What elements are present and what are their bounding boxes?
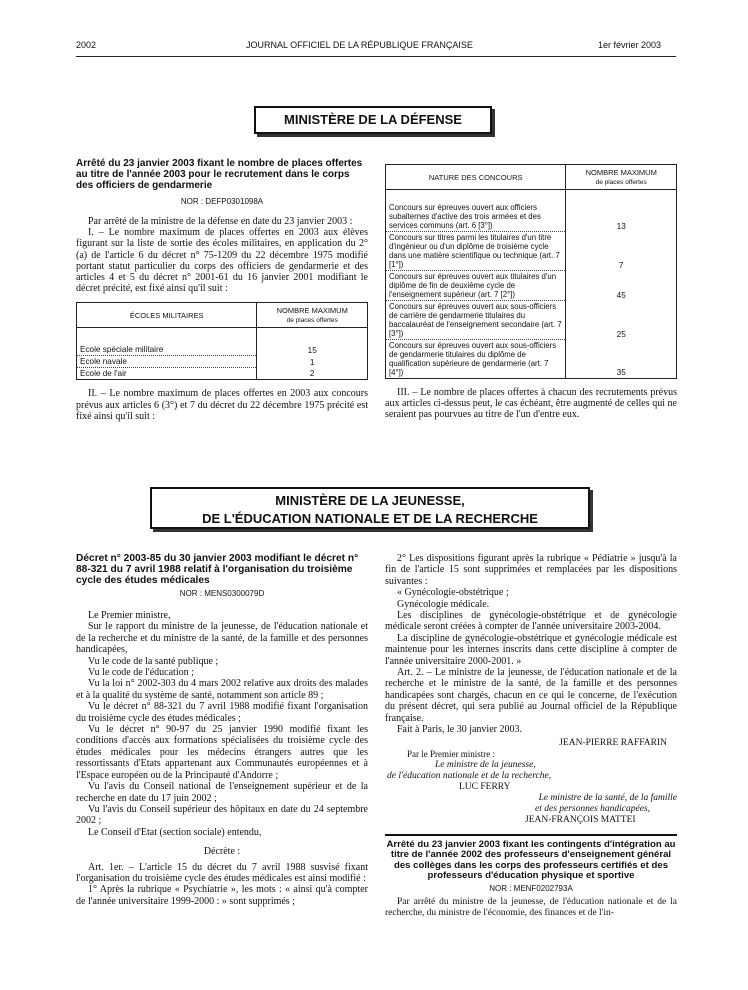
arrete1-p2: I. – Le nombre maximum de places offertes en 2003 aux élèves figurant sur la liste de sortie des écoles militaires, en application du 2° (a) de l'article 6 du décret n° 75-1209 du 22 décembre 1975 modifié portant statut particulier du corps des officiers de gendarmerie et des articles 4 et 5 du décret n° 2001-61 du 16 janvier 2001 modifiant le décret précité, est fixé ainsi qu'il suit : bbox=[76, 227, 368, 295]
arrete1-p4: III. – Le nombre de places offertes à chacun des recrutements prévus aux articles ci-dessus peut, le cas échéant, être augmenté de celles qui ne seraient pas pourvues au titre de l'un d'entre eux. bbox=[385, 387, 677, 421]
decret-right-column bbox=[385, 553, 677, 919]
table-row: Ecole de l'air 2 bbox=[77, 368, 368, 380]
page-number: 2002 bbox=[76, 40, 97, 50]
places-col-header: NOMBRE MAXIMUM de places offertes bbox=[257, 303, 368, 328]
signature-minister-education: LUC FERRY bbox=[459, 781, 511, 792]
arrete1-title: Arrêté du 23 janvier 2003 fixant le nombre de places offertes au titre de l'année 2003 pour le recrutement dans le corps des officiers de gendarmerie bbox=[76, 158, 363, 191]
signature-prime-minister: JEAN-PIERRE RAFFARIN bbox=[559, 737, 667, 748]
decret-line: Vu l'avis du Conseil supérieur des hôpitaux en date du 24 septembre 2002 ; bbox=[76, 803, 368, 827]
decret-line: Vu l'avis du Conseil national de l'enseignement supérieur et de la recherche en date du 17 juin 2002 ; bbox=[76, 781, 368, 804]
decret-line: 2° Les dispositions figurant après la rubrique « Pédiatrie » jusqu'à la fin de l'article 15 sont supprimées et remplacées par les dispositions suivantes : bbox=[385, 553, 677, 587]
decret-line: Sur le rapport du ministre de la jeunesse, de l'éducation nationale et de la recherche et du ministre de la santé, de la famille et des personnes handicapées, bbox=[76, 621, 368, 656]
table-row: Ecole spéciale militaire 15 bbox=[77, 344, 368, 356]
decret-line: « Gynécologie-obstétrique ; bbox=[397, 587, 509, 599]
table-row: Concours sur titres parmi les titulaires d'un titre d'ingénieur ou d'un diplôme de troisième cycle dans une matière scientifique ou technique (art. 7 [1°]) 7 bbox=[386, 232, 677, 271]
decret-signed-place-date: Fait à Paris, le 30 janvier 2003. bbox=[397, 724, 522, 736]
arrete2-nor: NOR : MENF0202793A bbox=[489, 883, 573, 893]
decret-line: La discipline de gynécologie-obstétrique et gynécologie médicale est maintenue pour les internes inscrits dans cette discipline à compter de l'année universitaire 2000-2001. » bbox=[385, 632, 677, 667]
decret-art2: Art. 2. – Le ministre de la jeunesse, de l'éducation nationale et de la recherche et le ministre de la santé, de la famille et des personnes handicapées sont chargés, chacun en ce qui le concerne, de l'exécution du présent décret, qui sera publié au Journal officiel de la République française. bbox=[385, 667, 677, 724]
decret-line: Le Conseil d'Etat (section sociale) entendu, bbox=[88, 826, 262, 838]
decret-nor: NOR : MENS0300079D bbox=[179, 589, 265, 598]
decret-line: Vu le code de la santé publique ; bbox=[88, 655, 219, 667]
signature-role: Le ministre de la jeunesse, bbox=[435, 759, 536, 770]
arrete1-p3: II. – Le nombre maximum de places offertes en 2003 aux concours prévus aux articles 6 (3°) et 7 du décret du 22 décembre 1975 précité est fixé ainsi qu'il suit : bbox=[76, 388, 368, 422]
table-row: Concours sur épreuves ouvert aux titulaires d'un diplôme de fin de deuxième cycle de l'enseignement supérieur (art. 7 [2°]) 45 bbox=[386, 271, 677, 301]
decret-line: Vu le décret n° 88-321 du 7 avril 1988 modifié fixant l'organisation du troisième cycle des études médicales ; bbox=[76, 701, 368, 724]
decret-line: Le Premier ministre, bbox=[88, 610, 171, 621]
decret-left-column bbox=[76, 553, 368, 907]
signature-role: de l'éducation nationale et de la recherche, bbox=[387, 770, 552, 781]
table-row: Concours sur épreuves ouvert aux officiers subalternes d'active des trois armées et des services communs (art. 6 [3°]) 13 bbox=[386, 202, 677, 232]
journal-title: JOURNAL OFFICIEL DE LA RÉPUBLIQUE FRANÇAISE bbox=[246, 40, 473, 50]
arrete1-p1: Par arrêté de la ministre de la défense en date du 23 janvier 2003 : bbox=[88, 216, 353, 227]
concours-col-header: NATURE DES CONCOURS bbox=[386, 165, 566, 190]
decret-art1: Art. 1er. – L'article 15 du décret du 7 avril 1988 susvisé fixant l'organisation du troisième cycle des études médicales est ainsi modifié : bbox=[76, 861, 368, 884]
decret-line: Vu la loi n° 2002-303 du 4 mars 2002 relative aux droits des malades et à la qualité du système de santé, notamment son article 89 ; bbox=[76, 678, 368, 701]
decret-line: Vu le code de l'éducation ; bbox=[88, 667, 194, 679]
header-rule bbox=[76, 56, 676, 57]
signature-minister-health: JEAN-FRANÇOIS MATTEI bbox=[525, 814, 636, 825]
signature-role: et des personnes handicapées, bbox=[535, 803, 651, 814]
decret-line: Gynécologie médicale. bbox=[397, 598, 490, 610]
schools-table bbox=[76, 302, 368, 380]
arrete2-title: Arrêté du 23 janvier 2003 fixant les contingents d'intégration au titre de l'année 2002 des professeurs d'enseignement général des collèges dans les corps des professeurs certifiés et des professeurs d'éducation physique et sportive bbox=[386, 838, 676, 882]
decret-line: Vu le décret n° 90-97 du 25 janvier 1990 modifié fixant les conditions d'accès aux formations spécialisées du troisième cycle des études médicales pour les médecins étrangers autres que les ressortissants d'Etats appartenant aux Communautés européennes et à l'Espace européen ou de la Principauté d'Andorre ; bbox=[76, 724, 368, 781]
arrete1-right-column bbox=[385, 164, 677, 421]
decrete-label: Décrète : bbox=[203, 846, 241, 858]
decret-art1-item1: 1° Après la rubrique « Psychiatrie », les mots : « ainsi qu'à compter de l'année universitaire 1999-2000 : » sont supprimés ; bbox=[76, 884, 368, 907]
table-row: Ecole navale 1 bbox=[77, 356, 368, 368]
concours-table bbox=[385, 164, 677, 379]
decret-title: Décret n° 2003-85 du 30 janvier 2003 modifiant le décret n° 88-321 du 7 avril 1988 relatif à l'organisation du troisième cycle des études médicales bbox=[76, 553, 359, 586]
section-separator bbox=[385, 834, 677, 836]
table-row: Concours sur épreuves ouvert aux sous-officiers de gendarmerie titulaires du diplôme de qualification supérieure de gendarmerie (art. 7 [4°]) 35 bbox=[386, 340, 677, 379]
table-row: Concours sur épreuves ouvert aux sous-officiers de carrière de gendarmerie titulaires du baccalauréat de l'enseignement secondaire (art. 7 [3°]) 25 bbox=[386, 301, 677, 340]
ministry-heading-education: MINISTÈRE DE LA JEUNESSE, DE L'ÉDUCATION NATIONALE ET DE LA RECHERCHE bbox=[150, 487, 590, 529]
arrete2-p1: Par arrêté du ministre de la jeunesse, de l'éducation nationale et de la recherche, du ministre de l'économie, des finances et de l'in- bbox=[385, 896, 677, 919]
schools-col-header: ÉCOLES MILITAIRES bbox=[77, 303, 257, 328]
signature-on-behalf: Par le Premier ministre : bbox=[407, 748, 495, 759]
arrete1-left-column bbox=[76, 158, 368, 422]
decret-line: Les disciplines de gynécologie-obstétrique et de gynécologie médicale seront créées à compter de l'année universitaire 2003-2004. bbox=[385, 610, 677, 633]
concours-places-col-header: NOMBRE MAXIMUM de places offertes bbox=[566, 165, 677, 190]
ministry-heading-defense: MINISTÈRE DE LA DÉFENSE bbox=[254, 106, 492, 134]
signature-role: Le ministre de la santé, de la famille bbox=[538, 792, 677, 803]
issue-date: 1er février 2003 bbox=[598, 40, 662, 50]
arrete1-nor: NOR : DEFP0301098A bbox=[180, 197, 264, 206]
